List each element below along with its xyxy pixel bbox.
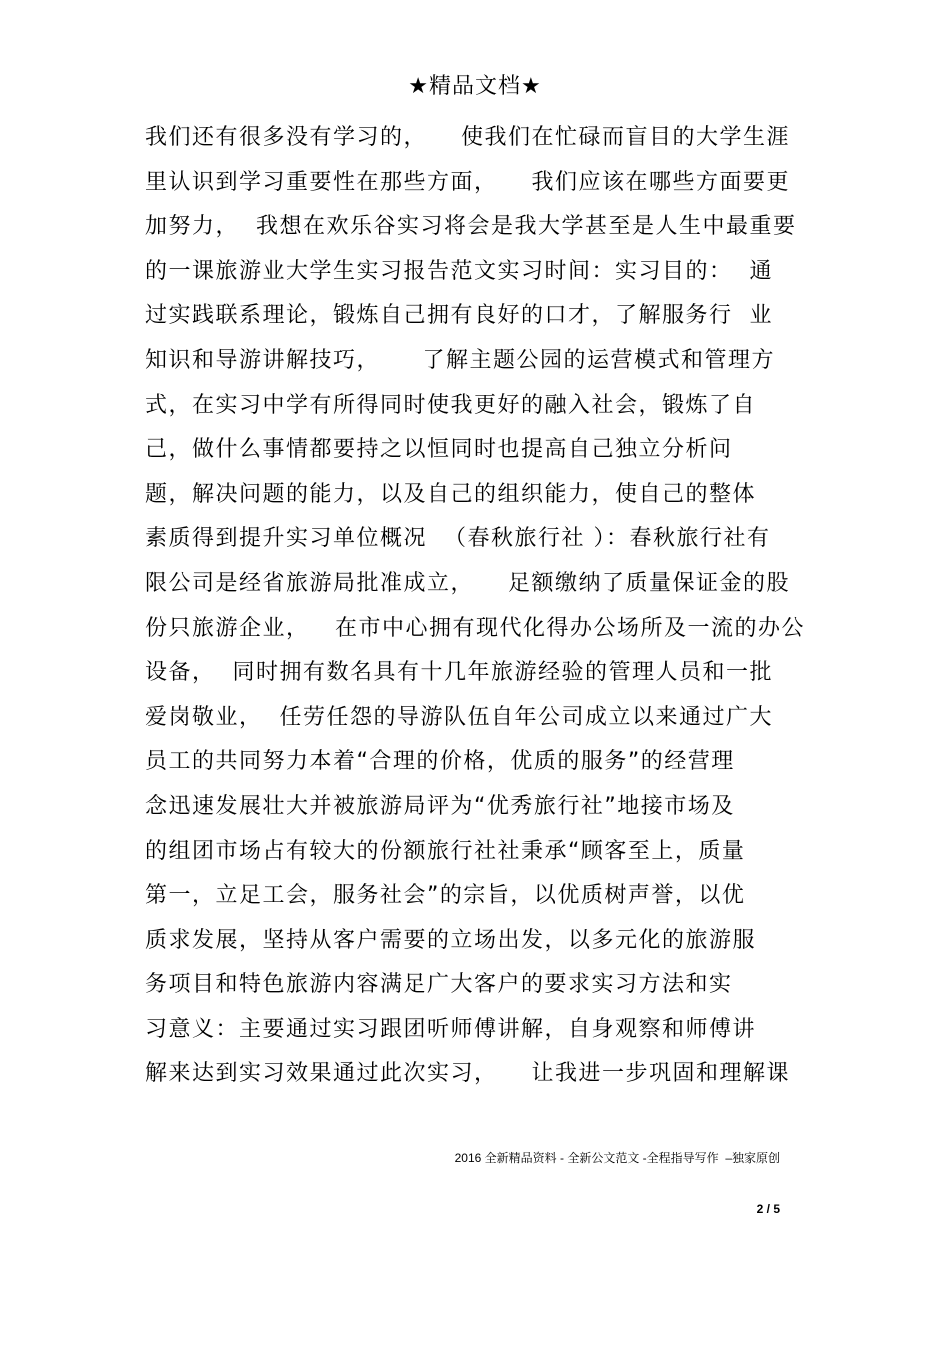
text-line: 习意义：主要通过实习跟团听师傅讲解，自身观察和师傅讲 (145, 1016, 757, 1042)
text-line: 爱岗敬业， 任劳任怨的导游队伍自年公司成立以来通过广大 (145, 704, 773, 730)
text-line: 限公司是经省旅游局批准成立， 足额缴纳了质量保证金的股 (145, 570, 790, 596)
text-line: 解来达到实习效果通过此次实习， 让我进一步巩固和理解课 (145, 1061, 790, 1087)
page-footer (300, 1116, 780, 1235)
text-line: 里认识到学习重要性在那些方面， 我们应该在哪些方面要更 (145, 169, 790, 195)
text-line: 设备， 同时拥有数名具有十几年旅游经验的管理人员和一批 (145, 660, 773, 686)
text-line: 过实践联系理论，锻炼自己拥有良好的口才，了解服务行 业 (145, 303, 773, 329)
text-line: 质求发展，坚持从客户需要的立场出发，以多元化的旅游服 (145, 927, 757, 953)
text-line: 念迅速发展壮大并被旅游局评为“优秀旅行社”地接市场及 (145, 793, 735, 819)
text-line: 我们还有很多没有学习的， 使我们在忙碌而盲目的大学生涯 (145, 125, 790, 150)
text-line: 己，做什么事情都要持之以恒同时也提高自己独立分析问 (145, 437, 733, 463)
text-line: 题，解决问题的能力，以及自己的组织能力，使自己的整体 (145, 481, 757, 507)
text-line: 份只旅游企业， 在市中心拥有现代化得办公场所及一流的办公 (145, 615, 805, 641)
text-line: 知识和导游讲解技巧， 了解主题公园的运营模式和管理方 (145, 347, 775, 373)
document-header-title: ★精品文档★ (408, 74, 542, 99)
text-line: 员工的共同努力本着“合理的价格，优质的服务”的经营理 (145, 749, 735, 775)
text-line: 务项目和特色旅游内容满足广大客户的要求实习方法和实 (145, 972, 733, 998)
text-line: 的组团市场占有较大的份额旅行社社秉承“顾客至上，质量 (145, 838, 746, 864)
text-line: 第一，立足工会，服务社会”的宗旨，以优质树声誉，以优 (145, 883, 746, 909)
footer-text: 2016 全新精品资料 - 全新公文范文 -全程指导写作 –独家原创 (454, 1151, 780, 1165)
text-line: 加努力， 我想在欢乐谷实习将会是我大学甚至是人生中最重要 (145, 214, 797, 240)
page-number: 2 / 5 (756, 1202, 780, 1216)
text-line: 素质得到提升实习单位概况 （春秋旅行社 ）：春秋旅行社有 (145, 526, 771, 552)
text-line: 式，在实习中学有所得同时使我更好的融入社会，锻炼了自 (145, 392, 757, 418)
text-line: 的一课旅游业大学生实习报告范文实习时间：实习目的： 通 (145, 258, 773, 284)
document-body (145, 118, 805, 1099)
